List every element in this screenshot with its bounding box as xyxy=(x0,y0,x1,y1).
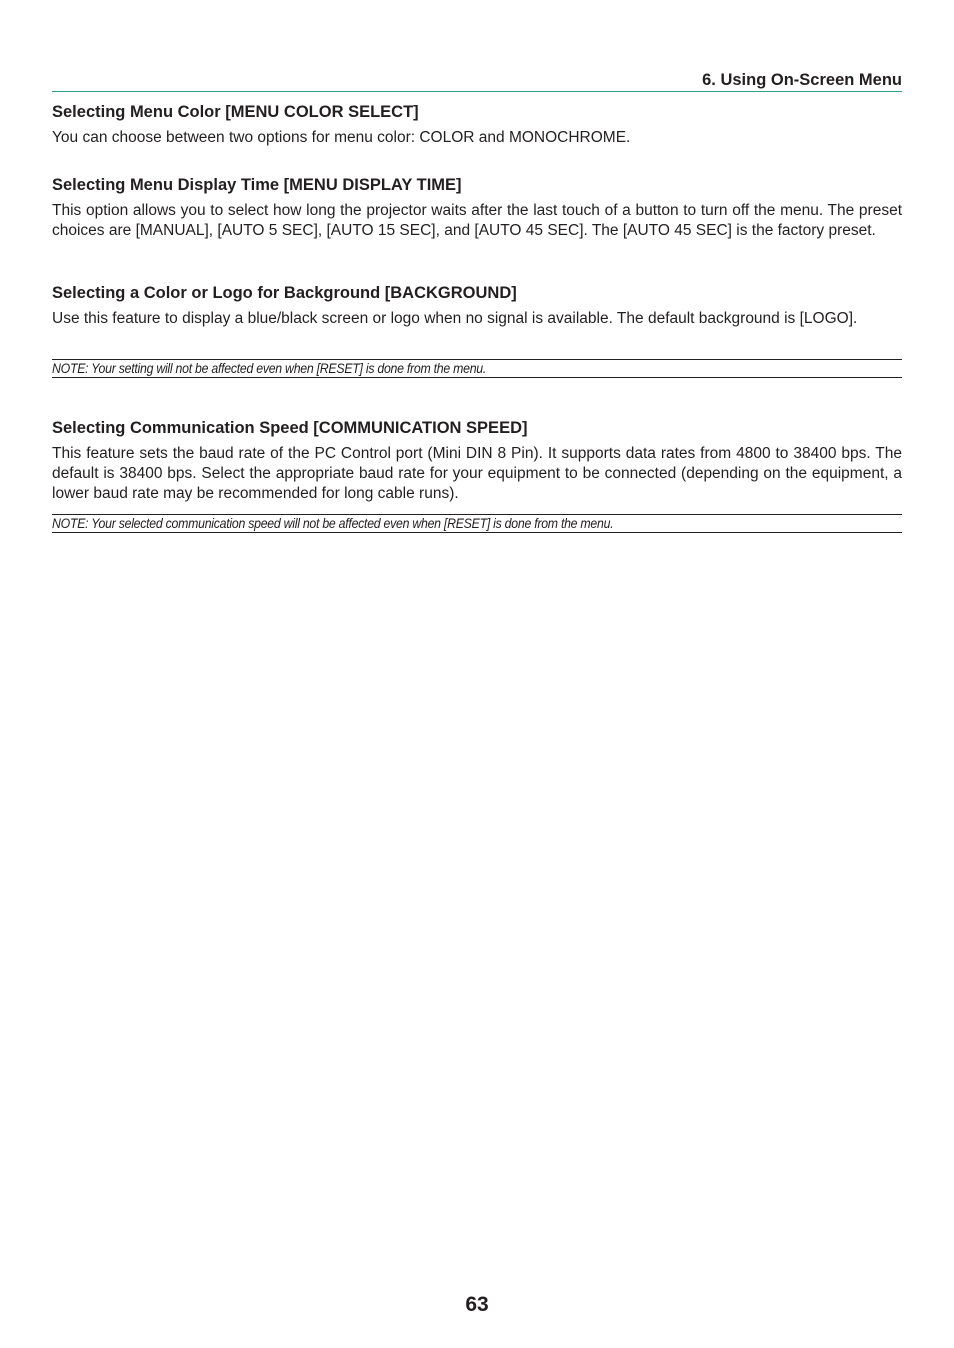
header-rule xyxy=(52,91,902,92)
section-body: You can choose between two options for menu color: COLOR and MONOCHROME. xyxy=(52,129,631,146)
note-background xyxy=(52,359,902,378)
section-title: Selecting Menu Display Time [MENU DISPLAY TIME] xyxy=(52,176,462,194)
section-menu-display-time xyxy=(52,175,902,241)
section-communication-speed xyxy=(52,418,902,504)
section-menu-color-select xyxy=(52,102,902,148)
chapter-header: 6. Using On-Screen Menu xyxy=(702,71,902,89)
section-body: Use this feature to display a blue/black screen or logo when no signal is available. The default background is [LOGO]. xyxy=(52,310,858,327)
note-text: NOTE: Your selected communication speed will not be affected even when [RESET] is done from the menu. xyxy=(52,515,614,531)
section-background xyxy=(52,283,902,329)
note-text: NOTE: Your setting will not be affected even when [RESET] is done from the menu. xyxy=(52,360,487,376)
section-title: Selecting Communication Speed [COMMUNICATION SPEED] xyxy=(52,419,528,437)
page-number: 63 xyxy=(465,1293,489,1316)
section-title: Selecting a Color or Logo for Background [BACKGROUND] xyxy=(52,284,517,302)
section-title: Selecting Menu Color [MENU COLOR SELECT] xyxy=(52,103,419,121)
note-communication-speed xyxy=(52,514,902,533)
section-body: This feature sets the baud rate of the PC Control port (Mini DIN 8 Pin). It supports data rates from 4800 to 38400 bps. The default is 38400 bps. Select the appropriate baud rate for your equipment to be connected (depending on the equipment, a lower baud rate may be recommended for long cable runs). xyxy=(52,445,902,502)
section-body: This option allows you to select how long the projector waits after the last touch of a button to turn off the menu. The preset choices are [MANUAL], [AUTO 5 SEC], [AUTO 15 SEC], and [AUTO 45 SEC]. The [AUTO 45 SEC] is the factory preset. xyxy=(52,202,902,239)
